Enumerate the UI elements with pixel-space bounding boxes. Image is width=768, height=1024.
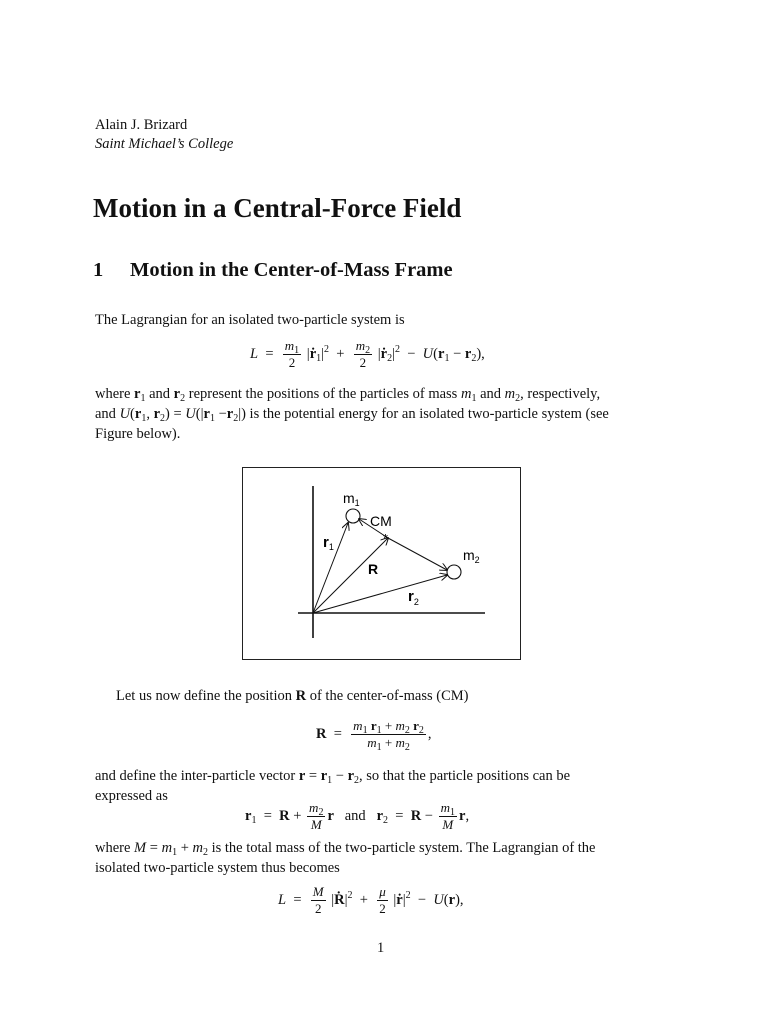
particle-m2 [447,565,461,579]
label-r1: $r_1$ [323,534,334,552]
section-title: Motion in the Center-of-Mass Frame [130,259,453,281]
paper-title: Motion in a Central-Force Field [93,193,462,223]
section-number: 1 [93,259,104,281]
author-affiliation: Saint Michael’s College [95,136,234,152]
cm-star: * [383,531,389,546]
equation-particle-positions: $r_1 = R$ + $\frac{m_2}{M}$ r and $r_2 = R$ − $\frac{m_1}{M}$ r, [245,800,470,832]
equation-lagrangian-cm: L = $\frac{M}{2}$ $|Ṙ|^2$ + $\frac{\mu}{2}$ $|ṙ|^2 - U(r)$, [278,884,464,916]
figure-two-particle [242,467,521,660]
label-cm: CM [370,513,392,529]
vector-r2 [313,575,447,613]
label-R: R [368,561,379,577]
figure-diagram [243,468,522,661]
section-heading [93,259,453,282]
label-r2: $r_2$ [408,588,419,607]
equation-center-of-mass: R = $\frac{m_1 r_1 + m_2 r_2}{m_1 + m_2}$ , [316,718,432,753]
page-number: 1 [377,940,385,956]
author-name: Alain J. Brizard [95,117,188,133]
paragraph-cm-definition: Let us now define the position R of the center-of-mass (CM) [116,688,469,704]
equation-lagrangian: L = $\frac{m_1}{2}$ $|ṙ_1|^2$ + $\frac{m_2}{2}$ $|ṙ_2|^2 - U(r_1 - r_2)$, [250,338,485,370]
vector-r1 [313,523,348,613]
label-m1: $m_1$ [343,490,360,508]
paragraph-relative-vector: and define the inter-particle vector $r = r_1 - r_2$, so that the particle positions can be expressed as [95,768,571,804]
paragraph-positions: where $r_1$ and $r_2$ represent the positions of the particles of mass $m_1$ and $m_2$, respectively, and $U(r_1$, $r_2) = U(|r_1 -r_2|)$ is the potential energy for an isolated two-particle system (see Figure below). [95,386,609,442]
particle-m1 [346,509,360,523]
label-m2: $m_2$ [463,547,480,565]
paragraph-intro: The Lagrangian for an isolated two-particle system is [95,312,405,328]
vector-cm-to-m2 [388,538,447,570]
paragraph-total-mass: where $M = m_1 + m_2$ is the total mass of the two-particle system. The Lagrangian of the isolated two-particle system thus becomes [95,840,596,876]
